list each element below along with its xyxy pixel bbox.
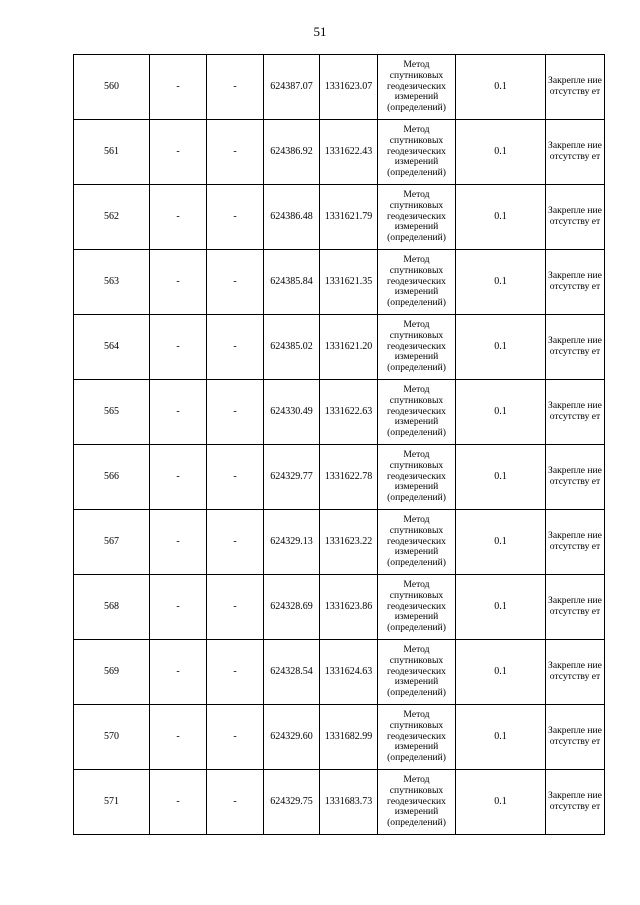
method-cell: Метод спутниковых геодезических измерений (определений) (378, 640, 456, 705)
dash-cell: - (150, 185, 207, 250)
dash-cell: - (150, 445, 207, 510)
fixation-cell: Закрепле ние отсутству ет (546, 445, 605, 510)
fixation-cell: Закрепле ние отсутству ет (546, 575, 605, 640)
table-row (74, 315, 605, 380)
accuracy-cell: 0.1 (456, 575, 546, 640)
point-number-cell: 566 (74, 445, 150, 510)
dash-cell: - (150, 315, 207, 380)
dash-cell: - (207, 510, 264, 575)
fixation-cell: Закрепле ние отсутству ет (546, 120, 605, 185)
point-number-cell: 561 (74, 120, 150, 185)
x-coordinate-cell: 624386.48 (264, 185, 320, 250)
x-coordinate-cell: 624385.84 (264, 250, 320, 315)
y-coordinate-cell: 1331624.63 (320, 640, 378, 705)
point-number-cell: 564 (74, 315, 150, 380)
table-row (74, 55, 605, 120)
accuracy-cell: 0.1 (456, 250, 546, 315)
accuracy-cell: 0.1 (456, 770, 546, 835)
y-coordinate-cell: 1331683.73 (320, 770, 378, 835)
dash-cell: - (150, 120, 207, 185)
table-row (74, 770, 605, 835)
method-cell: Метод спутниковых геодезических измерений (определений) (378, 380, 456, 445)
dash-cell: - (150, 380, 207, 445)
table-row (74, 185, 605, 250)
y-coordinate-cell: 1331682.99 (320, 705, 378, 770)
y-coordinate-cell: 1331623.86 (320, 575, 378, 640)
dash-cell: - (150, 705, 207, 770)
accuracy-cell: 0.1 (456, 445, 546, 510)
point-number-cell: 569 (74, 640, 150, 705)
dash-cell: - (207, 705, 264, 770)
x-coordinate-cell: 624329.75 (264, 770, 320, 835)
point-number-cell: 571 (74, 770, 150, 835)
table-row (74, 705, 605, 770)
dash-cell: - (150, 770, 207, 835)
fixation-cell: Закрепле ние отсутству ет (546, 770, 605, 835)
point-number-cell: 567 (74, 510, 150, 575)
fixation-cell: Закрепле ние отсутству ет (546, 510, 605, 575)
method-cell: Метод спутниковых геодезических измерений (определений) (378, 250, 456, 315)
accuracy-cell: 0.1 (456, 510, 546, 575)
table-row (74, 380, 605, 445)
dash-cell: - (207, 315, 264, 380)
y-coordinate-cell: 1331621.20 (320, 315, 378, 380)
dash-cell: - (207, 640, 264, 705)
dash-cell: - (150, 55, 207, 120)
fixation-cell: Закрепле ние отсутству ет (546, 185, 605, 250)
x-coordinate-cell: 624387.07 (264, 55, 320, 120)
dash-cell: - (150, 510, 207, 575)
fixation-cell: Закрепле ние отсутству ет (546, 705, 605, 770)
accuracy-cell: 0.1 (456, 380, 546, 445)
x-coordinate-cell: 624328.69 (264, 575, 320, 640)
y-coordinate-cell: 1331623.22 (320, 510, 378, 575)
dash-cell: - (207, 250, 264, 315)
fixation-cell: Закрепле ние отсутству ет (546, 640, 605, 705)
x-coordinate-cell: 624329.77 (264, 445, 320, 510)
table-row (74, 445, 605, 510)
x-coordinate-cell: 624329.60 (264, 705, 320, 770)
dash-cell: - (150, 250, 207, 315)
y-coordinate-cell: 1331623.07 (320, 55, 378, 120)
y-coordinate-cell: 1331621.79 (320, 185, 378, 250)
point-number-cell: 568 (74, 575, 150, 640)
accuracy-cell: 0.1 (456, 55, 546, 120)
method-cell: Метод спутниковых геодезических измерений (определений) (378, 510, 456, 575)
dash-cell: - (207, 380, 264, 445)
x-coordinate-cell: 624330.49 (264, 380, 320, 445)
accuracy-cell: 0.1 (456, 640, 546, 705)
dash-cell: - (150, 640, 207, 705)
dash-cell: - (207, 770, 264, 835)
page-number: 51 (313, 24, 327, 39)
fixation-cell: Закрепле ние отсутству ет (546, 380, 605, 445)
x-coordinate-cell: 624328.54 (264, 640, 320, 705)
accuracy-cell: 0.1 (456, 185, 546, 250)
method-cell: Метод спутниковых геодезических измерений (определений) (378, 185, 456, 250)
dash-cell: - (207, 185, 264, 250)
x-coordinate-cell: 624386.92 (264, 120, 320, 185)
point-number-cell: 565 (74, 380, 150, 445)
dash-cell: - (207, 445, 264, 510)
x-coordinate-cell: 624329.13 (264, 510, 320, 575)
method-cell: Метод спутниковых геодезических измерений (определений) (378, 705, 456, 770)
point-number-cell: 563 (74, 250, 150, 315)
fixation-cell: Закрепле ние отсутству ет (546, 250, 605, 315)
table-row (74, 640, 605, 705)
coordinates-table (73, 54, 605, 835)
y-coordinate-cell: 1331621.35 (320, 250, 378, 315)
table-row (74, 250, 605, 315)
method-cell: Метод спутниковых геодезических измерений (определений) (378, 445, 456, 510)
dash-cell: - (207, 575, 264, 640)
method-cell: Метод спутниковых геодезических измерений (определений) (378, 575, 456, 640)
fixation-cell: Закрепле ние отсутству ет (546, 315, 605, 380)
method-cell: Метод спутниковых геодезических измерений (определений) (378, 55, 456, 120)
method-cell: Метод спутниковых геодезических измерений (определений) (378, 770, 456, 835)
dash-cell: - (207, 120, 264, 185)
y-coordinate-cell: 1331622.43 (320, 120, 378, 185)
table-row (74, 120, 605, 185)
accuracy-cell: 0.1 (456, 705, 546, 770)
accuracy-cell: 0.1 (456, 120, 546, 185)
point-number-cell: 560 (74, 55, 150, 120)
dash-cell: - (207, 55, 264, 120)
x-coordinate-cell: 624385.02 (264, 315, 320, 380)
point-number-cell: 562 (74, 185, 150, 250)
y-coordinate-cell: 1331622.63 (320, 380, 378, 445)
table-row (74, 510, 605, 575)
point-number-cell: 570 (74, 705, 150, 770)
table-row (74, 575, 605, 640)
method-cell: Метод спутниковых геодезических измерений (определений) (378, 120, 456, 185)
y-coordinate-cell: 1331622.78 (320, 445, 378, 510)
method-cell: Метод спутниковых геодезических измерений (определений) (378, 315, 456, 380)
dash-cell: - (150, 575, 207, 640)
fixation-cell: Закрепле ние отсутству ет (546, 55, 605, 120)
accuracy-cell: 0.1 (456, 315, 546, 380)
